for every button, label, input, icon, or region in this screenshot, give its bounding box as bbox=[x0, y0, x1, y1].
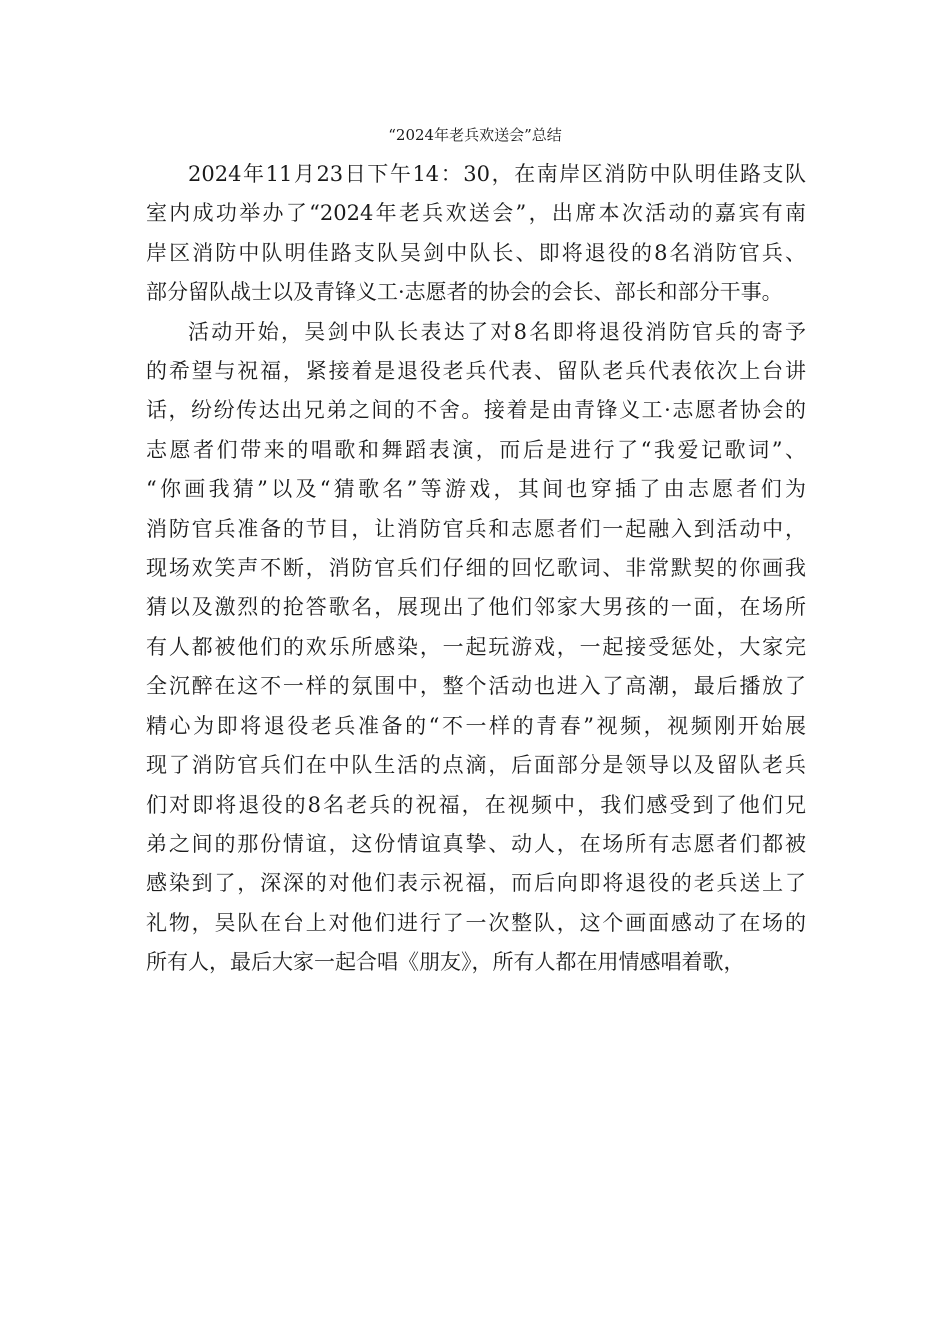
text-line: 全沉醉在这不一样的氛围中，整个活动也进入了高潮，最后播放了 bbox=[146, 674, 806, 699]
text-line: 2024年11月23日下午14：30，在南岸区消防中队明佳路支队 bbox=[188, 162, 806, 186]
text-line: 话，纷纷传达出兄弟之间的不舍。接着是由青锋义工·志愿者协会的 bbox=[146, 398, 806, 423]
text-line: 猜以及激烈的抢答歌名，展现出了他们邻家大男孩的一面，在场所 bbox=[146, 595, 806, 620]
text-line: 精心为即将退役老兵准备的“不一样的青春”视频，视频刚开始展 bbox=[146, 713, 806, 738]
text-line: 现了消防官兵们在中队生活的点滴，后面部分是领导以及留队老兵 bbox=[146, 753, 806, 778]
text-line: 们对即将退役的8名老兵的祝福，在视频中，我们感受到了他们兄 bbox=[146, 792, 806, 817]
text-line: 感染到了，深深的对他们表示祝福，而后向即将退役的老兵送上了 bbox=[146, 871, 806, 896]
paragraph-1 bbox=[146, 155, 806, 313]
text-line: 部分留队战士以及青锋义工·志愿者的协会的会长、部长和部分干事。 bbox=[146, 280, 783, 305]
text-line: 岸区消防中队明佳路支队吴剑中队长、即将退役的8名消防官兵、 bbox=[146, 240, 806, 265]
document-body bbox=[146, 155, 806, 983]
text-line: 弟之间的那份情谊，这份情谊真挚、动人，在场所有志愿者们都被 bbox=[146, 831, 806, 856]
text-line: 所有人，最后大家一起合唱《朋友》，所有人都在用情感唱着歌， bbox=[146, 950, 745, 975]
text-line: 消防官兵准备的节目，让消防官兵和志愿者们一起融入到活动中， bbox=[146, 516, 806, 541]
text-line: 现场欢笑声不断，消防官兵们仔细的回忆歌词、非常默契的你画我 bbox=[146, 556, 806, 581]
text-line: 有人都被他们的欢乐所感染，一起玩游戏，一起接受惩处，大家完 bbox=[146, 634, 806, 659]
text-line: 的希望与祝福，紧接着是退役老兵代表、留队老兵代表依次上台讲 bbox=[146, 359, 806, 384]
text-line: 室内成功举办了“2024年老兵欢送会”，出席本次活动的嘉宾有南 bbox=[146, 201, 806, 226]
text-line: “你画我猜”以及“猜歌名”等游戏，其间也穿插了由志愿者们为 bbox=[146, 477, 806, 502]
document-title: “2024年老兵欢送会”总结 bbox=[388, 126, 562, 144]
text-line: 志愿者们带来的唱歌和舞蹈表演，而后是进行了“我爱记歌词”、 bbox=[146, 437, 806, 462]
text-line: 活动开始，吴剑中队长表达了对8名即将退役消防官兵的寄予 bbox=[188, 319, 806, 344]
text-line: 礼物，吴队在台上对他们进行了一次整队，这个画面感动了在场的 bbox=[146, 910, 806, 935]
paragraph-2 bbox=[146, 313, 806, 983]
